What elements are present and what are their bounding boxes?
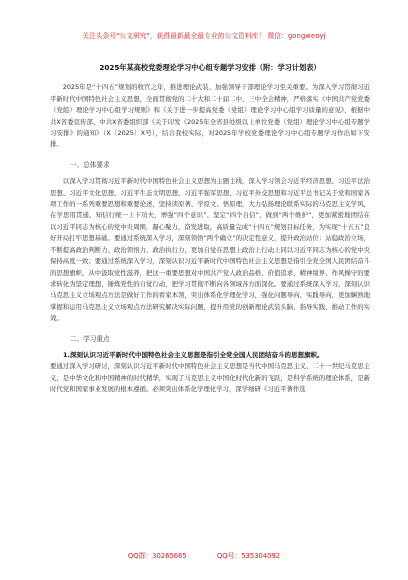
qq-number-text: QQ号：535304092 xyxy=(216,552,281,560)
header-banner xyxy=(0,0,408,50)
banner-text: 关注头条号"公文研究"，获得最新最全最专业的公文资料库！ 微信：gongwenyj xyxy=(82,32,326,40)
qq-group-text: QQ群：30265665 xyxy=(127,552,187,560)
intro-paragraph: 2025年是“十四五”规划的收官之年，推进理论武装、加强领导干部理论学习至关重要。为深入学习贯彻习近平新时代中国特色社会主义思想，全面贯彻党的二十大和二十届二中、三中全会精神，严格落实《中国共产党党委（党组）理论学习中心组学习规则》和《关于进一步提高党委（党组）理论学习中心组学习质量的意见》，根据中共X省委宣传部、中共X省委组织部《关于印发《2025年全省县处级以上单位党委（党组）理论学习中心组专题学习安排》的通知》（X〔2025〕X号），结合我校实际，对2025年学校党委理论学习中心组专题学习作出如下安排。 xyxy=(50,83,370,149)
document-body xyxy=(50,62,370,396)
footer-contact xyxy=(0,550,408,560)
document-title: 2025年某高校党委理论学习中心组专题学习安排（附：学习计划表） xyxy=(99,63,321,72)
section-heading-general: 一、总体要求 xyxy=(70,160,110,169)
focus-paragraph: 要通过深入学习研讨，深刻认识习近平新时代中国特色社会主义思想是当代中国马克思主义、二十一世纪马克思主义，是中华文化和中国精神的时代精华，实现了马克思主义中国化时代化新的飞跃，是科学系统的理论体系，是新时代党和国家事业发展的根本遵循。必须突出体系化学理化学习，深学细研《习近平著作选 xyxy=(50,362,370,394)
general-requirements-paragraph: 以深入学习贯彻习近平新时代中国特色社会主义思想为主题主线，深入学习领会习近平经济思想、习近平法治思想、习近平文化思想、习近平生态文明思想、习近平强军思想、习近平外交思想和习近平总书记关于党和国家各项工作的一系列重要思想和重要论述，坚持读原著、学原文、悟原理，大力弘扬理论联系实际的马克思主义学风，在学思用贯通、知信行统一上下功夫，增强“四个意识”、坚定“四个自信”、做到“两个维护”，更加紧密地团结在以习近平同志为核心的党中央周围，凝心聚力、奋发进取，高质量完成“十四五”规划目标任务，为实现“十五五”良好开局打牢思想基础。要通过系统深入学习，深刻领悟“两个确立”的决定性意义，提升政治站位：站稳政治立场，不断提高政治判断力、政治领悟力、政治执行力，更加自觉在思想上政治上行动上同以习近平同志为核心的党中央保持高度一致；要通过系统深入学习，深刻认识习近平新时代中国特色社会主义思想是指引全党全国人民团结奋斗的思想旗帜，从中汲取党性滋养，把这一重要思想对中国共产党人政治品格、价值追求、精神境界、作风操守的要求转化为坚定理想、锤炼党性的自觉行动，把学习贯彻不断向各领域各方面深化。要通过系统深入学习，深刻认识马克思主义立场观点方法是做好工作的看家本领，突出体系化学理化学习，强化问题导向、实践导向，更加娴熟地掌握和运用马克思主义立场观点方法研究解决实际问题，提升用党的创新理论武装头脑、指导实践、推动工作的实效。 xyxy=(50,177,370,323)
section-heading-focus: 二、学习重点 xyxy=(70,334,110,343)
subsection-heading: 1.深刻认识习近平新时代中国特色社会主义思想是指引全党全国人民团结奋斗的思想旗帜。 xyxy=(63,350,324,359)
